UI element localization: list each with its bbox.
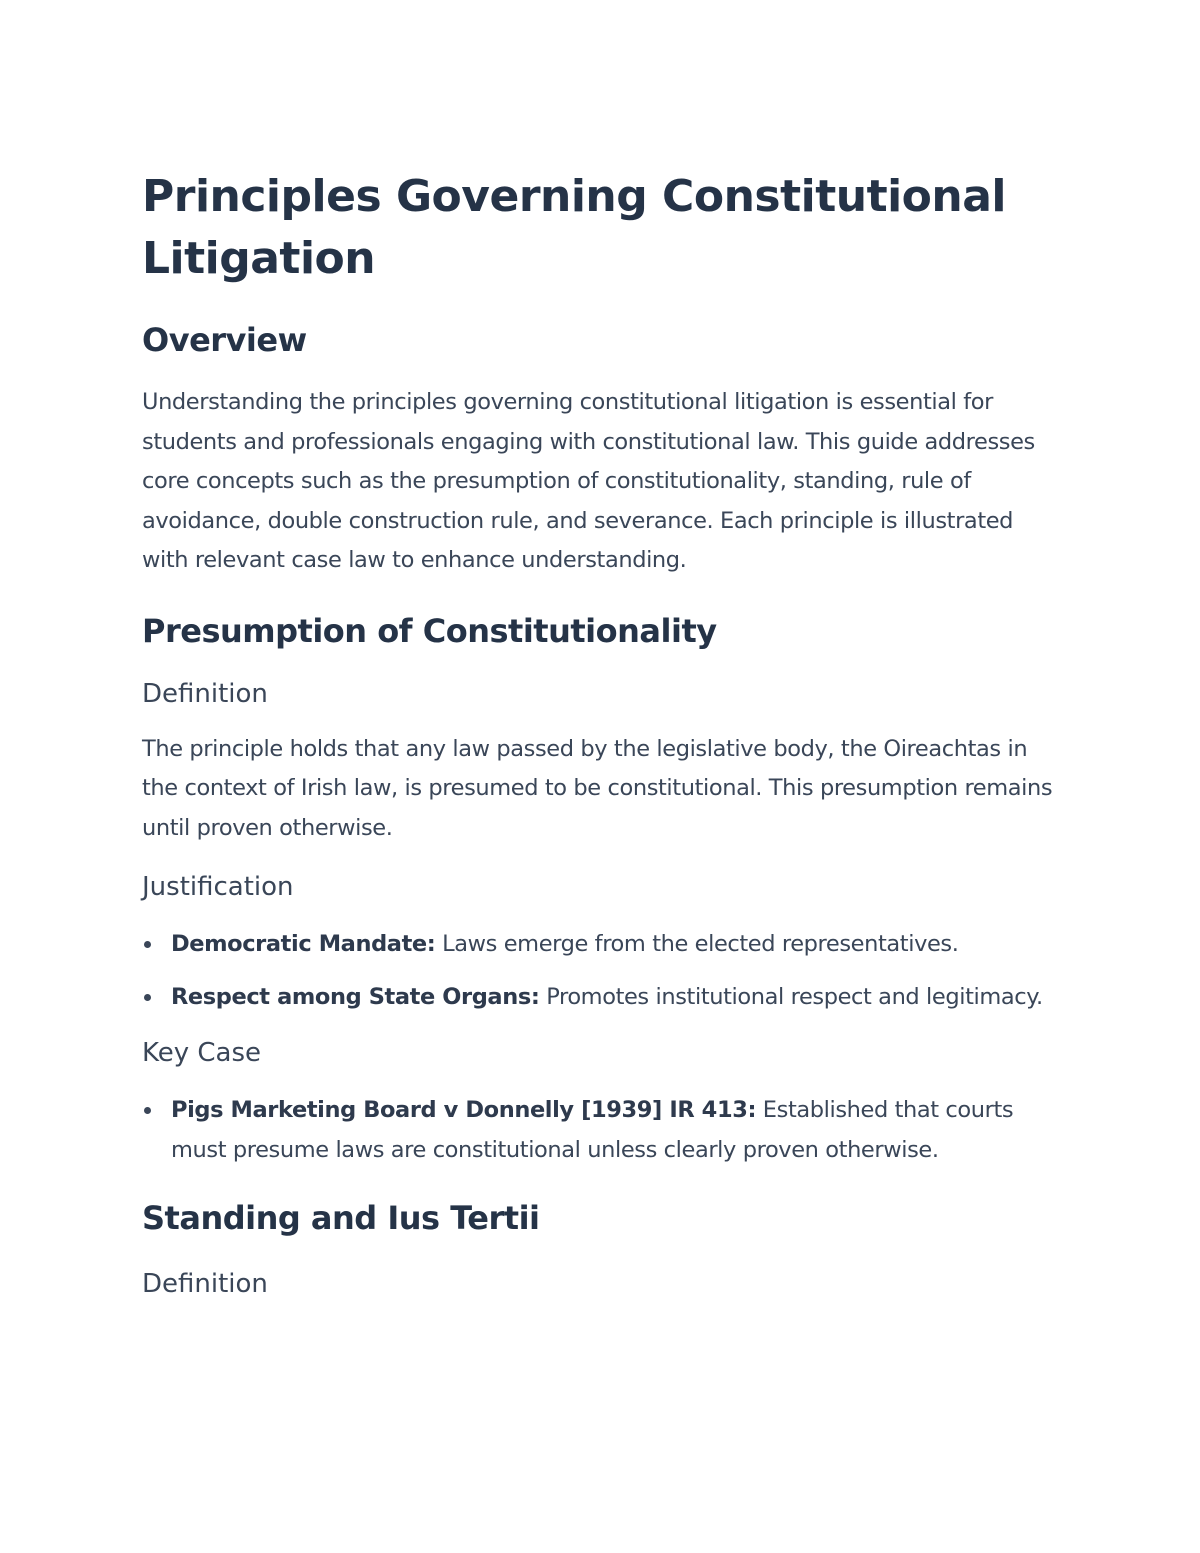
standing-definition-heading: Definition [142,1269,268,1299]
bullet-icon [144,1107,151,1114]
bullet-icon [144,994,151,1001]
list-item-text: Laws emerge from the elected representatives. [435,931,959,957]
list-item-text: Promotes institutional respect and legitimacy. [539,984,1043,1010]
document-page [142,166,1062,1302]
bullet-icon [144,941,151,948]
list-item [142,1090,1062,1170]
justification-list [142,924,1062,1017]
overview-heading: Overview [142,321,307,359]
overview-paragraph: Understanding the principles governing constitutional litigation is essential for students and professionals engaging with constitutional law. This guide addresses core concepts such as the presumption of constitutionality, standing, rule of avoidance, double construction rule, and severance. Each principle is illustrated with relevant case law to enhance understanding. [142,389,1035,573]
list-item [142,924,1062,964]
key-case-heading: Key Case [142,1038,262,1068]
document-title: Principles Governing Constitutional Litigation [142,171,1007,284]
standing-heading: Standing and Ius Tertii [142,1199,540,1237]
list-item-text: Established that courts must presume laws are constitutional unless clearly proven otherwise. [171,1097,1014,1163]
presumption-definition-heading: Definition [142,678,268,709]
list-item [142,977,1062,1017]
list-item-term: Respect among State Organs: [171,984,540,1010]
list-item-term: Pigs Marketing Board v Donnelly [1939] IR 413: [171,1097,757,1123]
key-case-list [142,1090,1062,1170]
presumption-heading: Presumption of Constitutionality [142,611,717,650]
presumption-definition-paragraph: The principle holds that any law passed by the legislative body, the Oireachtas in the context of Irish law, is presumed to be constitutional. This presumption remains until proven otherwise. [142,735,1053,841]
justification-heading: Justification [142,872,294,902]
list-item-term: Democratic Mandate: [171,931,436,957]
